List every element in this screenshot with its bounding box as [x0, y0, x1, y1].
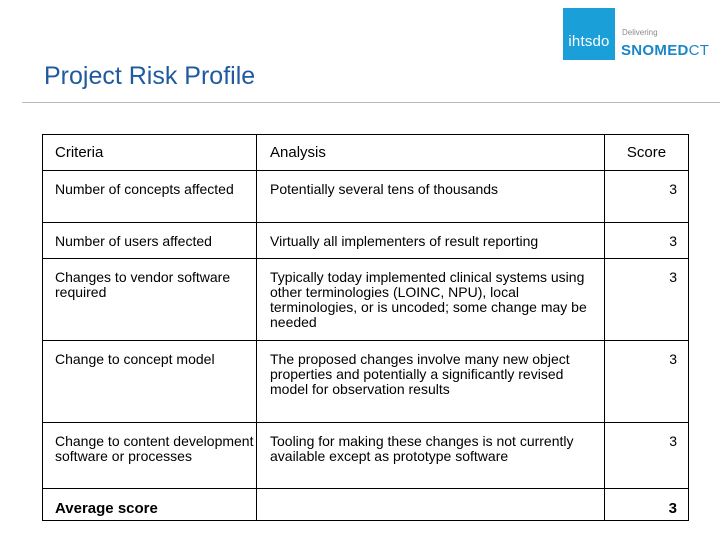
average-score-label: Average score — [43, 489, 257, 521]
score-cell: 3 — [605, 423, 689, 489]
analysis-cell: Virtually all implementers of result reporting — [257, 223, 605, 259]
logo-brand — [621, 42, 709, 59]
average-score-value: 3 — [605, 489, 689, 521]
analysis-cell: Potentially several tens of thousands — [257, 171, 605, 223]
score-cell: 3 — [605, 171, 689, 223]
criteria-cell: Change to content development software or processes — [43, 423, 257, 489]
analysis-cell: The proposed changes involve many new object properties and potentially a significantly revised model for observation results — [257, 341, 605, 423]
table-header-row — [43, 135, 689, 171]
score-cell: 3 — [605, 223, 689, 259]
page-title: Project Risk Profile — [44, 62, 256, 90]
ihtsdo-logo-mark: ihtsdo — [563, 8, 615, 60]
logo-brand-name: SNOMED — [621, 42, 689, 59]
header-score: Score — [605, 135, 689, 171]
risk-profile-table — [42, 134, 689, 521]
logo-tagline: Delivering — [622, 28, 658, 37]
header-analysis: Analysis — [257, 135, 605, 171]
score-cell: 3 — [605, 259, 689, 341]
table-row — [43, 341, 689, 423]
criteria-cell: Number of concepts affected — [43, 171, 257, 223]
criteria-cell: Change to concept model — [43, 341, 257, 423]
table-row — [43, 171, 689, 223]
table-row — [43, 423, 689, 489]
table-row — [43, 259, 689, 341]
analysis-cell: Typically today implemented clinical systems using other terminologies (LOINC, NPU), local terminologies, or is uncoded; some change may be needed — [257, 259, 605, 341]
ihtsdo-snomed-logo — [563, 8, 715, 60]
score-cell: 3 — [605, 341, 689, 423]
logo-brand-suffix: CT — [688, 42, 710, 59]
average-analysis-cell — [257, 489, 605, 521]
criteria-cell: Number of users affected — [43, 223, 257, 259]
average-score-row — [43, 489, 689, 521]
title-divider — [22, 102, 720, 103]
criteria-cell: Changes to vendor software required — [43, 259, 257, 341]
analysis-cell: Tooling for making these changes is not currently available except as prototype software — [257, 423, 605, 489]
table-row — [43, 223, 689, 259]
header-criteria: Criteria — [43, 135, 257, 171]
